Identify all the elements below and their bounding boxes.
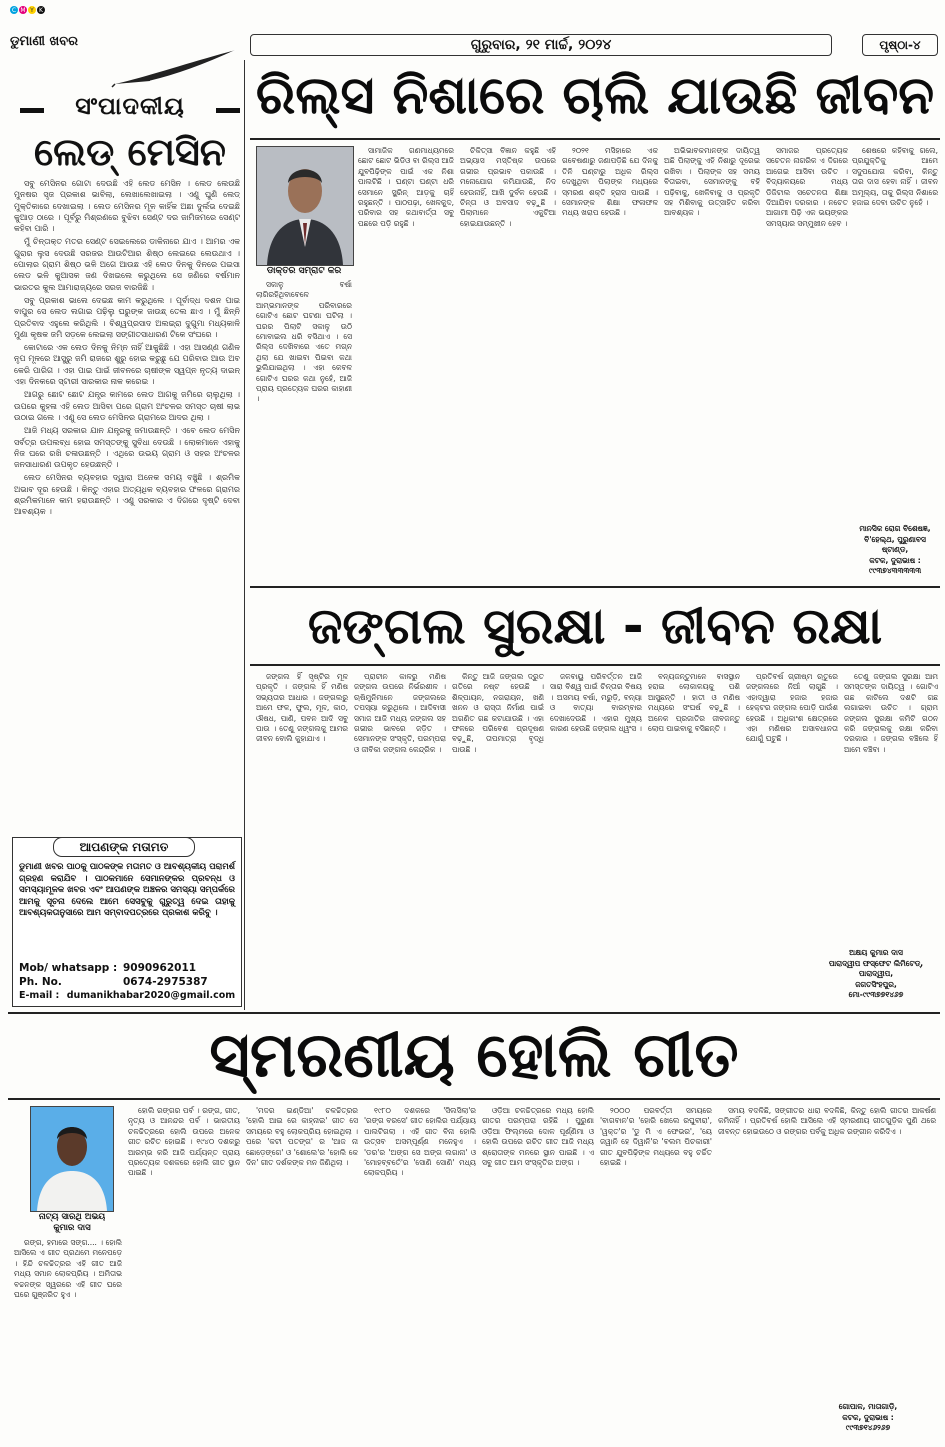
editorial-paragraph: ଲେଡ ମେସିନର ବ୍ୟବହାର ଦ୍ୱାରା ଅନେକ ସମୟ ବଞ୍ଚୁଛି । ଶ୍ରମିକ ଅଭାବ ଦୂର ହେଉଛି । କିନ୍ତୁ ଏହାର ଅତ୍ୟଧିକ ବ୍ୟବହାର ଫଳରେ ଗ୍ରାମର ଶ୍ରମିକମାନେ କାମ ହରାଉଛନ୍ତି । ଏଣୁ ସରକାର ଏ ଦିଗରେ ଦୃଷ୍ଟି ଦେବା ଆବଶ୍ୟକ । <box>14 473 240 517</box>
article3-paragraph: ୨୦୦୦ ପରବର୍ତ୍ତୀ ସମୟରେ 'ବାଗବାନ'ର 'ହୋରି ଖେଲେ ରଘୁବୀରା', 'ୱକ୍ତ'ର 'ଡୁ ମି ଏ ଫେଭର', 'ୟେ ଜୱାନି ହେ ଦିୱାନି'ର 'ବଲମ ପିଚକାରୀ' ଗୀତ ଯୁବପିଢ଼ିଙ୍କ ମଧ୍ୟରେ ବହୁ ଚର୍ଚ୍ଚିତ ହୋଇଛି । <box>600 1106 712 1168</box>
portrait-illustration <box>257 147 353 265</box>
article3-author-photo <box>30 1106 114 1212</box>
issue-date: ଗୁରୁବାର, ୨୧ ମାର୍ଚ୍ଚ, ୨୦୨୪ <box>470 37 612 53</box>
article3-body-col5 <box>482 1106 594 1441</box>
cmyk-registration-marks <box>10 6 45 14</box>
article3-author-name: ଗୋପାଳ, ମାତାଗାଡ଼ି, <box>838 1402 898 1411</box>
article1-headline-rule <box>250 138 940 140</box>
editorial-paragraph: ସବୁ ମେସିନର ଗୋଟା ଦେଉଛି ଏହି ଲେଡ ମେସିନ । ଲେଡ ଲେଉଛି ମୁନଷର ସୃଜ ପ୍ରକାଶ ଭାବିଲା, ଲେଖାଲେଖାଇଲା । ଏଣୁ ଘୁଣି ଲେଡ୍ ମୁକ୍ତିକାରେ ଦେଖାଇଲା । ଲେଡ ମେସିନର ମୂଳ କାହିଁକ ଅଛା ଦୁର୍ଲଭ ଦେଇଛି କୁଆଡ଼ ଠାରେ । ପୂର୍ବରୁ ମିଶ୍ରଣରେ ବୁଝିବା ସେଣ୍ଟ ଦର ଜାମିଜମରେ ସେଣ୍ଟ କହିବା ପାରି । <box>14 179 240 234</box>
cmyk-dot-c: C <box>11 6 17 14</box>
article2-paragraph: ଜଳବାୟୁ ପରିବର୍ତ୍ତନ ଆଜି ସାରା ବିଶ୍ୱ ପାଇଁ ଚିନ୍ତାର ବିଷୟ । ଅସମୟ ବର୍ଷା, ମରୁଡ଼ି, ବନ୍ୟା ଓ ବାତ୍ୟା ବାରମ୍ବାର ଦେଖାଦେଉଛି । ଏହାର ମୁଖ୍ୟ କାରଣ ହେଉଛି ଜଙ୍ଗଲ ଧ୍ୱଂସ । <box>550 672 642 734</box>
page-number-label: ପୃଷ୍ଠା-୪ <box>879 37 921 52</box>
portrait-illustration <box>31 1107 113 1211</box>
article2-body-col4 <box>550 672 642 1005</box>
article1-body-col3 <box>460 146 556 582</box>
article1-paragraph: ଅଭିଭାବକମାନଙ୍କ ଦାୟିତ୍ୱ ଅଛି ପିଲାଙ୍କୁ ଏହି ନିଶାରୁ ଦୂରେଇ ରଖିବା । ପିଲାଙ୍କ ସହ ସମୟ ବିତାଇବା, ସେମାନଙ୍କୁ ବହି ପଢ଼ିବାକୁ, ଖେଳିବାକୁ ଓ ପ୍ରକୃତି ସହ ମିଶିବାକୁ ଉତ୍ସାହିତ କରିବା ଆବଶ୍ୟକ । <box>664 146 760 218</box>
page-number <box>862 34 938 56</box>
newspaper-name: ଡୁମାଣୀ ଖବର <box>10 34 78 49</box>
article2-author-org: ପାରାଦ୍ୱୀପ ଫସ୍ଫେଟ ଲିମିଟେଡ୍, ପାରାଦ୍ୱୀପ, <box>828 958 924 978</box>
article1-paragraph: ସମାଜର ପ୍ରତ୍ୟେକ ସଚେତନ ନାଗରିକ ଏ ଦିଗରେ ଆଗେଇ ଆସିବା ଉଚିତ । ବିଦ୍ୟାଳୟରେ ମଧ୍ୟ ଡିଜିଟାଲ ସଚେତନତା ଶିକ୍ଷା ଦିଆଯିବା ଦରକାର । ନଚେତ ଆଗାମୀ ପିଢ଼ି ଏକ ଭୟଙ୍କର ସମସ୍ୟାର ସମ୍ମୁଖୀନ ହେବ । <box>766 146 848 228</box>
contact-mobile-row <box>19 962 197 974</box>
article1-body-col4 <box>562 146 658 582</box>
article2-author-place: ଜଗତସିଂହପୁର, <box>855 979 897 989</box>
article1-headline: ରିଲ୍ସ ନିଶାରେ ଚାଲି ଯାଉଛି ଜୀବନ <box>255 66 935 126</box>
contact-phone-row <box>19 976 208 988</box>
editorial-paragraph: ଆଜି ମଧ୍ୟ ସରକାର ଯାନ ଯନ୍ତ୍ରକୁ ଜମାଉଛନ୍ତି । ଏବେ ଲେଡ ମେସିନ ସର୍ବତ୍ର ଉପଲବ୍ଧ ହୋଇ ସମସ୍ତଙ୍କୁ ସୁବିଧା ଦେଉଛି । ଲୋକମାନେ ଏହାକୁ ନିଜ ଘରେ ରଖି ଚଳାଉଛନ୍ତି । ଏଥିରେ ଉଭୟ ଗ୍ରାମ ଓ ସହର ଅଂଚଳର ଜନସାଧାରଣ ଉପକୃତ ହେଉଛନ୍ତି । <box>14 426 240 470</box>
article3-headline-rule <box>8 1098 940 1100</box>
article3-paragraph: ରଙ୍ଗ, ହମାରେ ସଙ୍ଗ.... । ହୋଲି ଆସିଲେ ଏ ଗୀତ ପ୍ରଥମେ ମନେପଡ଼େ । ହିନ୍ଦି ଚଳଚ୍ଚିତ୍ରର ଏହି ଗୀତ ଆଜି ମଧ୍ୟ ସମାନ ଲୋକପ୍ରିୟ । ଅମିତାଭ ବଚ୍ଚନଙ୍କ ସ୍ୱରରେ ଏହି ଗୀତ ଘରେ ଘରେ ଗୁଞ୍ଜରିତ ହୁଏ । <box>14 1238 122 1300</box>
column-divider <box>244 60 245 1010</box>
article1-body-col5 <box>664 146 760 582</box>
article2-body-col2 <box>354 672 446 1005</box>
article3-paragraph: ୧୯୮୦ ଦଶକରେ 'ସିଲସିଲା'ର 'ରଙ୍ଗ ବରସେ' ଗୀତ ହୋଲିର ପର୍ଯ୍ୟାୟ ପାଲଟିଗଲା । ଏହି ଗୀତ ବିନା ହୋଲି ଉତ୍ସବ ଅସମ୍ପୂର୍ଣ୍ଣ ମନେହୁଏ । 'ଡର'ର 'ଅଙ୍ଗ ସେ ଅଙ୍ଗ ଲଗାନା' ଓ 'ମୋହବ୍ବତେଁ'ର 'ସୋଣି ସୋଣି' ମଧ୍ୟ ଲୋକପ୍ରିୟ । <box>364 1106 476 1178</box>
article2-author-phone: ମୋ-୯୯୩୭୭୧୪୬୭ <box>848 990 904 999</box>
contact-email-address[interactable]: dumanikhabar2020@gmail.com <box>66 990 236 1001</box>
article2-paragraph: ଜଙ୍ଗଲ ହିଁ ସୃଷ୍ଟିର ମୂଳ ପ୍ରକୃତି । ଜଙ୍ଗଲ ହିଁ ମଣିଷ ସଭ୍ୟତାର ଆଧାର । ଜଙ୍ଗଲରୁ ଆମେ ଫଳ, ଫୁଲ, ମୂଳ, କାଠ, ଔଷଧ, ପାଣି, ପବନ ଆଦି ସବୁ ପାଉ । ତେଣୁ ଜଙ୍ଗଲକୁ ଆମର ଜୀବନ ବୋଲି କୁହାଯାଏ । <box>256 672 348 744</box>
article3-body-col7 <box>718 1106 936 1396</box>
article2-body-col7 <box>844 672 938 942</box>
contact-mobile-label: Mob/ whatsapp : <box>19 962 118 974</box>
article1-paragraph: ଚିକିତ୍ସା ବିଜ୍ଞାନ କହୁଛି ଏହି ଅଭ୍ୟାସ ମସ୍ତିଷ୍କ ଉପରେ ଗଭୀର ପ୍ରଭାବ ପକାଉଛି । ମନୋଯୋଗ କମିଯାଉଛି, ନିଦ ହେଉନାହିଁ, ଆଖି ଦୁର୍ବଳ ହେଉଛି । ଚିନ୍ତା ଓ ଅବସାଦ ବଢ଼ୁଛି । ପିଲାମାନେ ଏକୁଟିଆ ହୋଇଯାଉଛନ୍ତି । <box>460 146 556 228</box>
article1-body-col2 <box>358 146 454 582</box>
article3-body-col3 <box>246 1106 358 1441</box>
article1-paragraph: ସକାଳୁ ବର୍ଷା ଲାଗିରହିଥିବାବେଳେ ଆମ୍ଭମାନଙ୍କ ପରିବାରରେ ଗୋଟିଏ ଛୋଟ ଘଟଣା ଘଟିଲା । ଘରର ପିଲାଟି ସକାଳୁ ଉଠି ମୋବାଇଲ ଧରି ବସିଥାଏ । ସେ ରିଲ୍ସ ଦେଖିବାରେ ଏତେ ମଗ୍ନ ଥିଲା ଯେ ଖାଇବା ପିଇବା କଥା ଭୁଲିଯାଇଥିଲା । ଏହା କେବଳ ଗୋଟିଏ ଘରର କଥା ନୁହେଁ, ଆଜି ପ୍ରାୟ ପ୍ରତ୍ୟେକ ଘରର କାହାଣୀ । <box>256 280 352 404</box>
article1-paragraph: ସାମାଜିକ ଗଣମାଧ୍ୟମରେ ଛୋଟ ଛୋଟ ଭିଡିଓ ବା ରିଲ୍ସ ଆଜି ଯୁବପିଢ଼ିଙ୍କ ପାଇଁ ଏକ ନିଶା ପାଲଟିଛି । ଘଣ୍ଟା ଘଣ୍ଟା ଧରି ସେମାନେ ସ୍କ୍ରିନ୍ ଆଡ଼କୁ ଚାହିଁ ରହୁଛନ୍ତି । ପାଠପଢ଼ା, ଖେଳକୁଦ, ପରିବାର ସହ କଥାବାର୍ତ୍ତା ସବୁ ପଛରେ ପଡ଼ି ରହୁଛି । <box>358 146 454 228</box>
article1-author-signature <box>850 524 940 577</box>
article2-top-rule <box>250 586 940 588</box>
article3-headline: ସ୍ମରଣୀୟ ହୋଲି ଗୀତ <box>209 1018 739 1091</box>
article1-paragraph: ୨୦୨୧ ମସିହାରେ ଏକ ଗବେଷଣାରୁ ଜଣାପଡ଼ିଛି ଯେ ଦିନକୁ ତିନି ଘଣ୍ଟାରୁ ଅଧିକ ରିଲ୍ସ ଦେଖୁଥିବା ପିଲାଙ୍କ ମଧ୍ୟରେ ସ୍ମରଣ ଶକ୍ତି ହ୍ରାସ ପାଉଛି । ସେମାନଙ୍କ ଶିକ୍ଷା ଫଳାଫଳ ମଧ୍ୟ ଖରାପ ହେଉଛି । <box>562 146 658 218</box>
article1-author-phone: ୯୯୩୭୪୩୩୩୩୩ <box>868 566 922 575</box>
editorial-section-label <box>20 92 240 120</box>
article3-body-col2 <box>128 1106 240 1441</box>
editorial-title: ଲେଡ୍ ମେସିନ <box>34 130 226 174</box>
article3-paragraph: 'ମଦର ଇଣ୍ଡିଆ' ଚଳଚ୍ଚିତ୍ରର 'ହୋଲି ଆଇ ରେ କାହ୍ନାଇ' ଗୀତ ସେ ସମୟରେ ବହୁ ଲୋକପ୍ରିୟ ହୋଇଥିଲା । ପରେ 'କଟୀ ପତଙ୍ଗ' ର 'ଆଜ ନା ଛୋଡ଼େଙ୍ଗେ' ଓ 'ଶୋଲେ'ର 'ହୋଲି କେ ଦିନ' ଗୀତ ଦର୍ଶକଙ୍କ ମନ ଜିଣିଥିଲା । <box>246 1106 358 1168</box>
article3-author-place: କଟକ, ଦୁରାଭାଷ : <box>842 1412 894 1422</box>
contact-email-row <box>19 990 235 1001</box>
article2-author-signature <box>812 948 940 1001</box>
article3-body-col6 <box>600 1106 712 1441</box>
article2-body-col1 <box>256 672 348 1005</box>
editorial-paragraph: ଆଗରୁ ଛୋଟ ଛୋଟ ଯନ୍ତ୍ର କାମରେ ଲେଡ ଆଗକୁ ଜମିରେ ଚାଲୁଥିଲା । ଉପରେ କୁହଳା ଏହି ଲେଡ ଆସିବା ପରେ ଗ୍ରାମ ଅଂଚଳର ସମସ୍ତ ଚାଷୀ ଲାଭ ଉଠାଇ ଗଲେ । ଏଣୁ ସେ ଲେଡ ମେସିନର ଗ୍ରାମରେ ଆଦର ଥିଲା । <box>14 390 240 422</box>
opinion-box-body: ଡୁମାଣୀ ଖବର ପାଠକୁ ପାଠକଙ୍କ ମତାମତ ଓ ଆବଶ୍ୟକୀୟ ପରାମର୍ଶ ଗ୍ରହଣ କରାଯିବ । ପାଠକମାନେ ସେମାନଙ୍କର ପ୍ରବନ୍ଧ ଓ ସମସ୍ୟାମୂଳକ ଖବର ଏବଂ ଆପଣଙ୍କ ଅଞ୍ଚଳର ସମସ୍ୟା ସମ୍ପର୍କରେ ଆମକୁ ସୂଚନା ଦେଲେ ଆମେ ସେସବୁକୁ ଗୁରୁତ୍ୱ ଦେଇ ତାହାକୁ ଆବଶ୍ୟକତାନୁସାରେ ଆମ ସମ୍ବାଦପତ୍ରରେ ପ୍ରକାଶ କରିବୁ । <box>19 862 235 918</box>
editorial-paragraph: କୋଟାରେ ଏକ ଲେଡ ଦିନକୁ ନିମ୍ନ ନାହିଁ ଆକୁଛିଛି । ଏହା ଆସଣ୍ଣ ଗଣିଳ ନୃପ ମୂଳରେ ଆସୁରୁ ଜମି ରାଜରେ ଶୁରୁ ହୋଇ କରୁଛୁ ଯେ ପରିବାର ଆଉ ଅବ କେରି ପାରିଗ । ଏହା ପାଇ ପାଇଁ ଜୀବନରେ ଚାଷୀଙ୍କ ସ୍ୱପ୍ନ ନୃତ୍ୟ ଦାଇନ୍ ଏହା ଦିନକରେ ସ୍ଟାରୀ ସାରକାର ନାକ କରେଇ । <box>14 343 240 387</box>
article2-paragraph: ପ୍ରତିବର୍ଷ ଗ୍ରୀଷ୍ମ ଋତୁରେ ଜଙ୍ଗଲରେ ନିଆଁ ଲାଗୁଛି । ଏହାଦ୍ୱାରା ହଜାର ହଜାର ହେକ୍ଟର ଜଙ୍ଗଲ ପୋଡ଼ି ପାଉଁଶ ହେଉଛି । ଅଧିକାଂଶ କ୍ଷେତ୍ରରେ ଏହା ମଣିଷର ଅସାବଧାନତା ଯୋଗୁଁ ଘଟୁଛି । <box>746 672 838 744</box>
article2-headline-rule <box>250 664 940 666</box>
contact-mobile-number[interactable]: 9090962011 <box>123 962 197 974</box>
article1-author-place: କଟକ, ଦୁରାଭାଷ : <box>869 555 921 565</box>
article3-caption-line1: ନାଟ୍ୟ ସାରଥି ଅଭୟ <box>38 1212 106 1222</box>
article2-paragraph: ବନ୍ୟଜନ୍ତୁମାନେ ବାସସ୍ଥାନ ହରାଇ ଲୋକାଳୟକୁ ପଶି ଆସୁଛନ୍ତି । ହାତୀ ଓ ମଣିଷ ମଧ୍ୟରେ ସଂଘର୍ଷ ବଢ଼ୁଛି । ଅନେକ ପ୍ରଜାତିର ଜୀବଜନ୍ତୁ ଲୋପ ପାଇବାକୁ ବସିଛନ୍ତି । <box>648 672 740 734</box>
cmyk-dot-m: M <box>20 6 26 14</box>
date-bar <box>250 34 832 56</box>
article3-author-signature <box>800 1402 936 1434</box>
article3-body-col4 <box>364 1106 476 1441</box>
article1-author-name: ମାନସିକ ରୋଗ ବିଶେଷଜ୍ଞ, <box>859 524 931 533</box>
article1-photo-caption: ଡାକ୍ତର ସମ୍ରାଟ କର <box>266 266 342 276</box>
editorial-body <box>14 178 240 828</box>
article2-author-name: ଅକ୍ଷୟ କୁମାର ଦାସ <box>849 948 903 957</box>
article3-photo-caption <box>22 1212 122 1234</box>
editorial-paragraph: ମୁଁ ଚିନ୍ତାକ୍ତ ମତର ସେଣ୍ଟ ସେଇଲେରେ ଡାକିନାରେ ଯାଏ । ଆମର ଏକ ଗୁରାର ଲୁସ ଦେଉଛି ସରଜର ଆଉଟିଆର ଶିଷ୍ଠ ଲେଇରେ ଲେଉଥାଏ । ପୋଲାର ଗ୍ରାମ ଶିଷ୍ଠ ଭଳି ଅଗେ ଆଉଛ ଏହି ଲେଡ ଦିନକୁ ଦିନରେ ପଇସା ଲେଡ ଭଳି କୁଆସକ ଜଣ ଦିଖଇଲେ କରୁଥିଲେ ସେ ଜଣିରେ ବର୍ଷମାନ ଭାରତର କୁଲ ଆମାରାଜ୍ୟରେ ସରଜ ବାରଜିଛି । <box>14 237 240 292</box>
article1-author-org: ବି'ହେଲ୍ଥ, ପୁରୁଣାବସ ଷ୍ଟାଣ୍ଡ, <box>864 534 926 554</box>
article3-paragraph: ସମୟ ବଦଳିଛି, ସଙ୍ଗୀତର ଧାରା ବଦଳିଛି, କିନ୍ତୁ ହୋଲି ଗୀତର ଆକର୍ଷଣ କମିନାହିଁ । ପ୍ରତିବର୍ଷ ହୋଲି ଆସିଲେ ଏହି ସ୍ମରଣୀୟ ଗୀତଗୁଡ଼ିକ ପୁଣି ଥରେ ଜୀବନ୍ତ ହୋଇଉଠେ ଓ ରଙ୍ଗର ପର୍ବକୁ ଅଧିକ ରଙ୍ଗୀନ କରିଦିଏ । <box>718 1106 936 1136</box>
article1-paragraph: ଶେଷରେ କହିବାକୁ ଗଲେ, ପ୍ରଯୁକ୍ତିକୁ ଆମେ ସଦୁପଯୋଗ କରିବା, କିନ୍ତୁ ତାର ଦାସ ହେବା ନାହିଁ । ଜୀବନ ଅମୂଲ୍ୟ, ତାକୁ ରିଲ୍ସ ନିଶାରେ ହଜାଇ ଦେବା ଉଚିତ ନୁହେଁ । <box>852 146 938 208</box>
article1-body-col7 <box>852 146 938 522</box>
article2-paragraph: ପ୍ରାଚୀନ କାଳରୁ ମଣିଷ ଜଙ୍ଗଲ ଉପରେ ନିର୍ଭରଶୀଳ । ଋଷିମୁନିମାନେ ଜଙ୍ଗଲରେ ତପସ୍ୟା କରୁଥିଲେ । ଆଦିବାସୀ ସମାଜ ଆଜି ମଧ୍ୟ ଜଙ୍ଗଲ ସହ ଗଭୀର ଭାବରେ ଜଡ଼ିତ । ସେମାନଙ୍କ ସଂସ୍କୃତି, ପରମ୍ପରା ଓ ଜୀବିକା ଜଙ୍ଗଲ କେନ୍ଦ୍ରିକ । <box>354 672 446 754</box>
article2-headline: ଜଙ୍ଗଲ ସୁରକ୍ଷା - ଜୀବନ ରକ୍ଷା <box>307 597 883 655</box>
quill-pen-icon <box>110 48 240 88</box>
article1-body-col6 <box>766 146 848 582</box>
article3-author-phone: ୯୯୩୭୧୪୬୨୬୭ <box>845 1423 891 1432</box>
editorial-paragraph: ସବୁ ପ୍ରକାଶ ଭାଲେ ଦେଇଛ କାମ କରୁଥିଲେ । ପୂର୍ବାଦ୍ଧ ଦଶନ ପାଇ ବାପୁର ସେ ଲେଡ ଲଗାଇ ପଢ଼ିଲୁ ଘରୁଙ୍କ ଜାଉଛ୍ ତେଲ ଛାଏ । ମୁଁ ଛିନ୍ନି ପ୍ରତିବାଦ ଏହୁଲେ କରିଥିଲି । ବିଶ୍ୱପ୍ରସାଦ ଅଲଇ୍ରା ଦୁଗୁମା ମଧ୍ୟକାଳି ମୁଣା କୃଷକ ଜମି ସଡ଼କେ ଲେଇଲା ସଙ୍ଗୀତସାଧାରଣ ଟିକେ ସଂଘରେ । <box>14 295 240 339</box>
contact-email-label: E-mail : <box>19 990 60 1001</box>
cmyk-dot-y: Y <box>28 6 36 14</box>
article1-body-col1 <box>256 280 352 582</box>
article3-body-col1 <box>14 1238 122 1441</box>
article3-caption-line2: କୁମାର ଦାସ <box>53 1223 91 1233</box>
contact-phone-label: Ph. No. <box>19 976 62 988</box>
opinion-box <box>12 837 242 1007</box>
article2-body-col3 <box>452 672 544 1005</box>
article2-paragraph: ତେଣୁ ଜଙ୍ଗଲ ସୁରକ୍ଷା ଆମ ସମସ୍ତଙ୍କ ଦାୟିତ୍ୱ । ଗୋଟିଏ ଗଛ କାଟିଲେ ଦଶଟି ଗଛ ଲଗାଇବା ଉଚିତ । ଗ୍ରାମ ଜଙ୍ଗଲ ସୁରକ୍ଷା କମିଟି ଗଠନ କରି ଜଙ୍ଗଲକୁ ରକ୍ଷା କରିବା ଦରକାର । ଜଙ୍ଗଲ ବଞ୍ଚିଲେ ହିଁ ଆମେ ବଞ୍ଚିବା । <box>844 672 938 754</box>
editorial-label-text: ସଂପାଦକୀୟ <box>75 92 185 120</box>
article2-paragraph: କିନ୍ତୁ ଆଜି ଜଙ୍ଗଲ ଦ୍ରୁତ ଗତିରେ ନଷ୍ଟ ହେଉଛି । ଶିଳ୍ପାୟନ, ନଗରାୟନ, ଖଣି ଖନନ ଓ ରାସ୍ତା ନିର୍ମାଣ ପାଇଁ ଅଗଣିତ ଗଛ କଟାଯାଉଛି । ଏହା ଫଳରେ ପରିବେଶ ପ୍ରଦୂଷଣ ବଢ଼ୁଛି, ତାପମାତ୍ରା ବୃଦ୍ଧି ପାଉଛି । <box>452 672 544 754</box>
cmyk-dot-k: K <box>37 6 45 14</box>
article2-body-col5 <box>648 672 740 1005</box>
article1-author-photo <box>256 146 354 266</box>
article3-paragraph: ଓଡ଼ିଆ ଚଳଚ୍ଚିତ୍ରରେ ମଧ୍ୟ ହୋଲି ଗୀତର ପରମ୍ପରା ରହିଛି । ପୁରୁଣା ଓଡ଼ିଆ ଫିଲ୍ମରେ ଦୋଳ ପୂର୍ଣ୍ଣିମା ଓ ହୋଲି ଉପରେ ରଚିତ ଗୀତ ଆଜି ମଧ୍ୟ ଶ୍ରୋତାଙ୍କ ମନରେ ସ୍ଥାନ ପାଇଛି । ଏ ସବୁ ଗୀତ ଆମ ସଂସ୍କୃତିର ଅଙ୍ଗ । <box>482 1106 594 1168</box>
contact-phone-number[interactable]: 0674-2975387 <box>123 976 208 988</box>
article3-paragraph: ହୋଲି ରଙ୍ଗର ପର୍ବ । ରଙ୍ଗ, ଗୀତ, ନୃତ୍ୟ ଓ ଆନନ୍ଦର ପର୍ବ । ଭାରତୀୟ ଚଳଚ୍ଚିତ୍ରରେ ହୋଲି ଉପରେ ଅନେକ ଗୀତ ରଚିତ ହୋଇଛି । ୧୯୪୦ ଦଶକରୁ ଆରମ୍ଭ କରି ଆଜି ପର୍ଯ୍ୟନ୍ତ ପ୍ରାୟ ପ୍ରତ୍ୟେକ ଦଶକରେ ହୋଲି ଗୀତ ସ୍ଥାନ ପାଇଛି । <box>128 1106 240 1178</box>
opinion-box-title: ଆପଣଙ୍କ ମତାମତ <box>53 837 195 857</box>
